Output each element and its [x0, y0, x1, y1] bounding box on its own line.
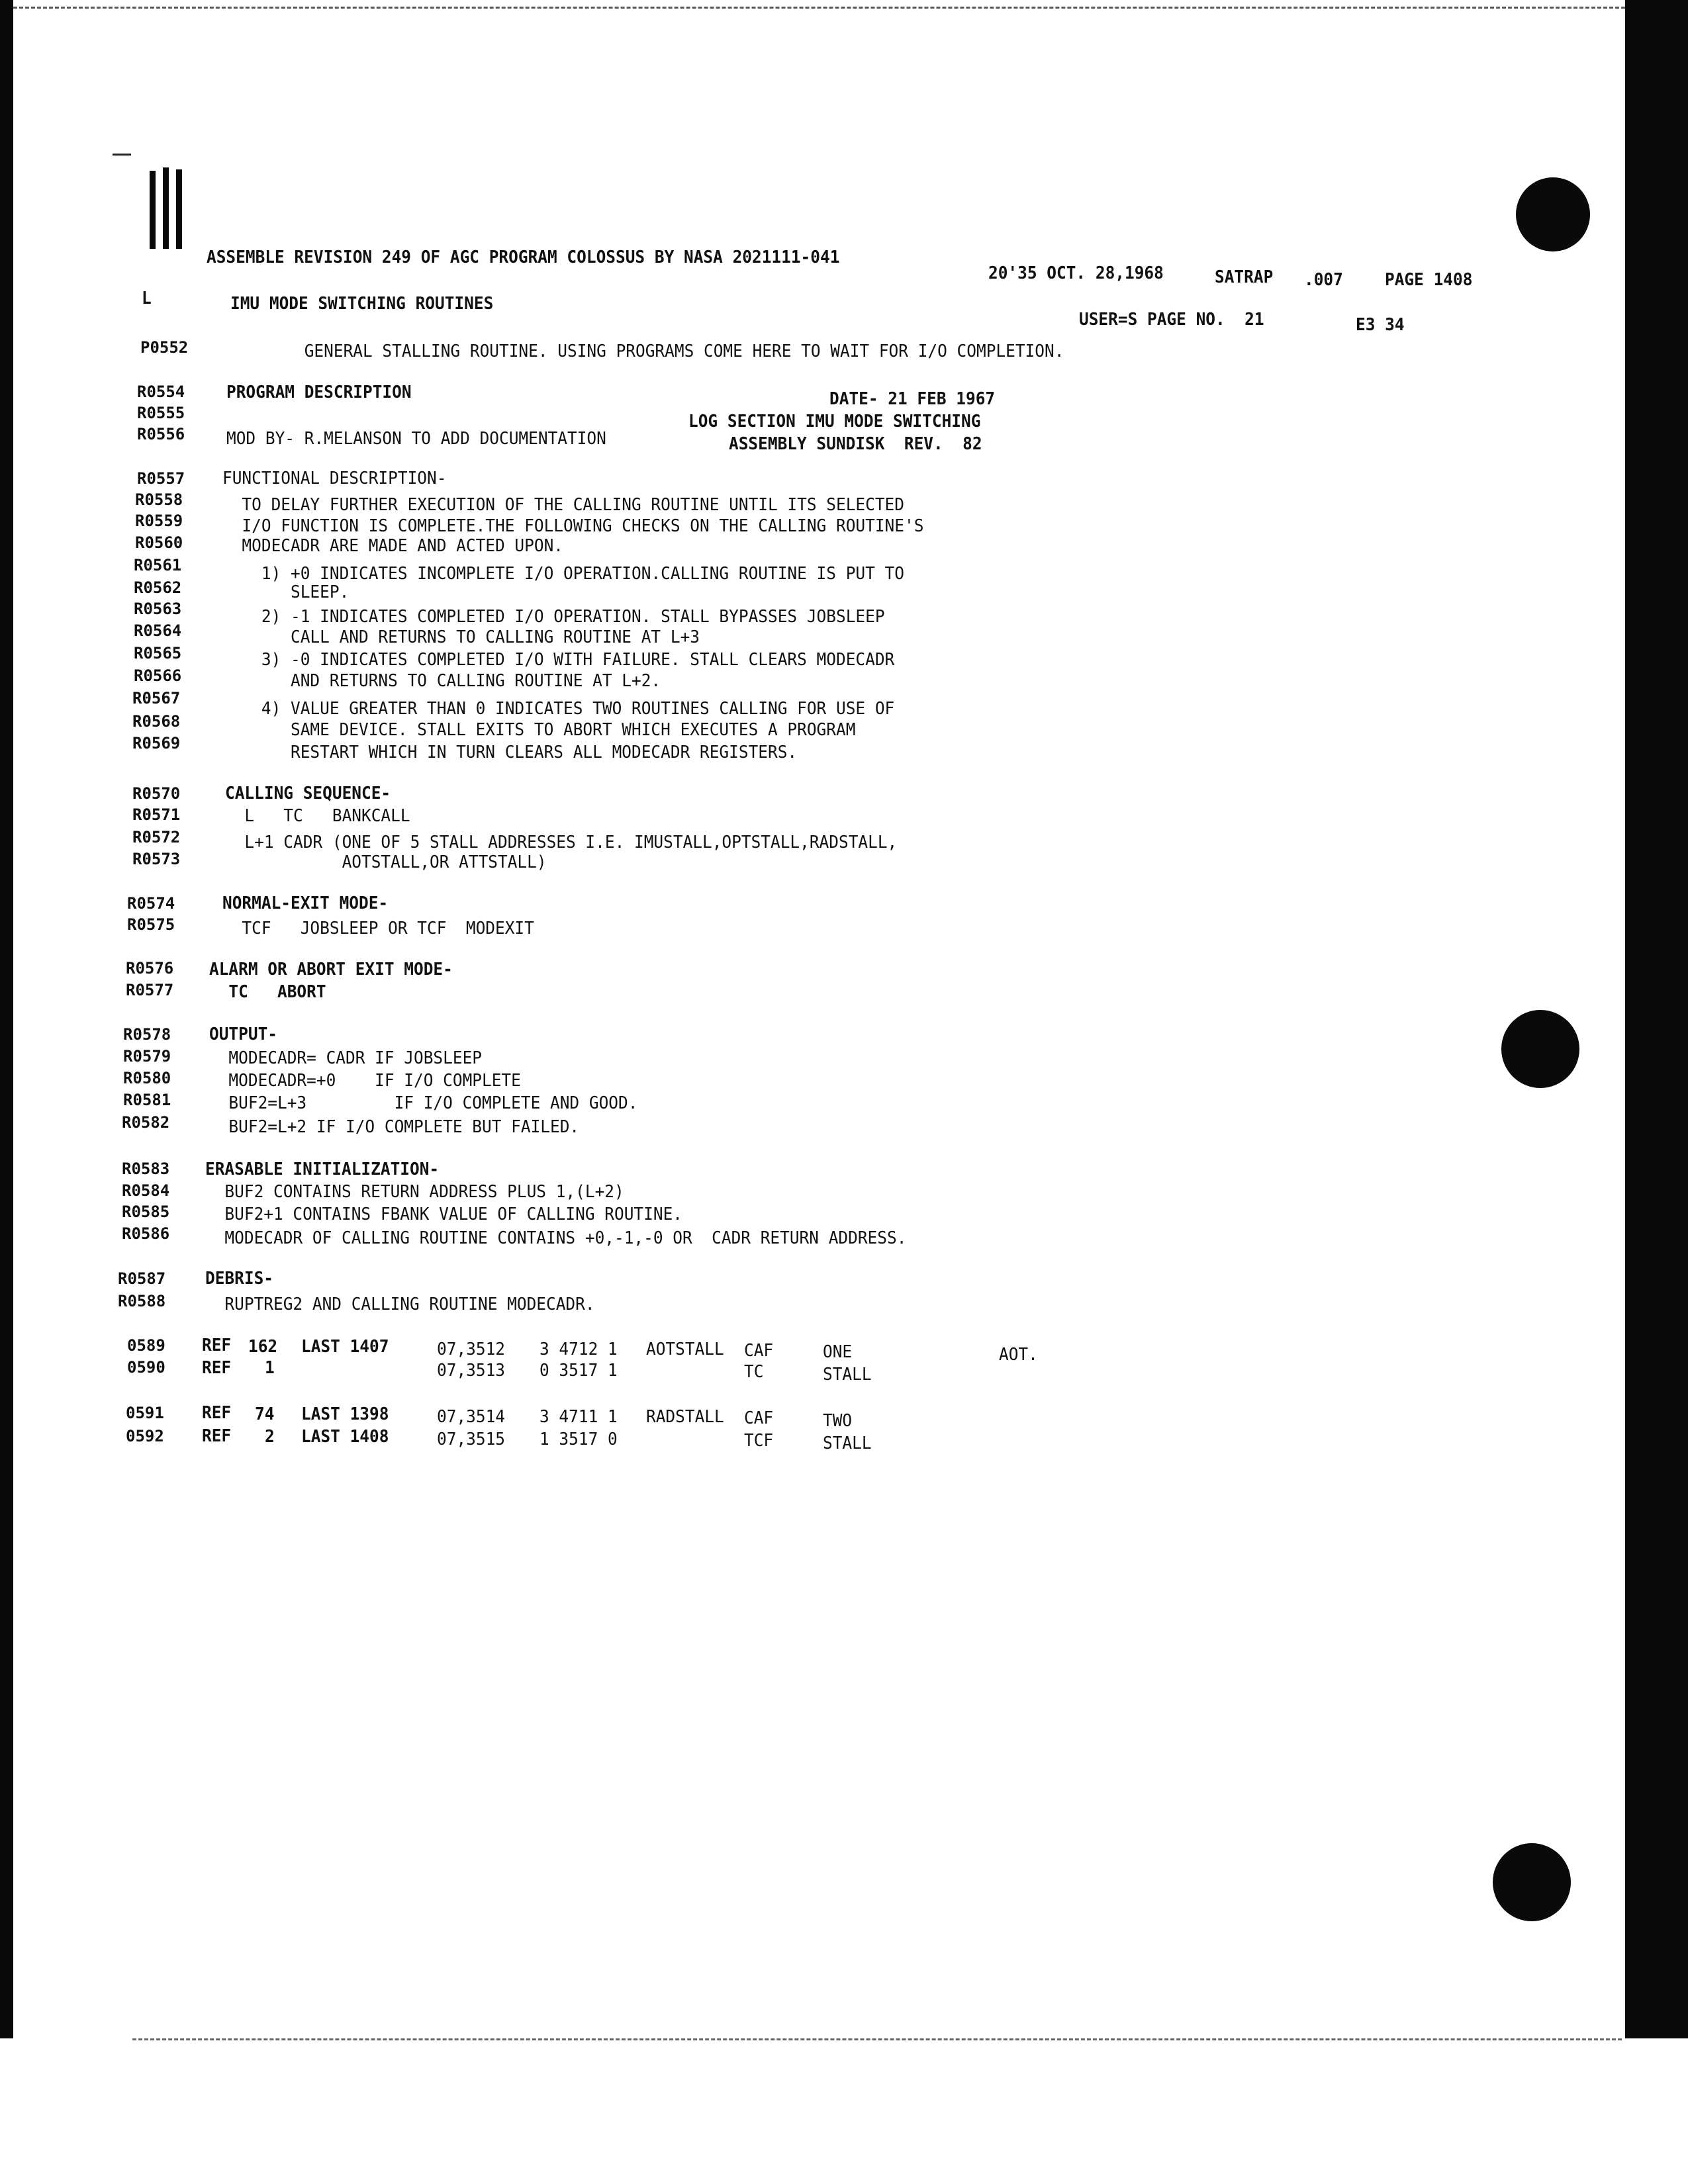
doc-date: DATE- 21 FEB 1967	[829, 389, 996, 409]
line-number: R0562	[134, 578, 182, 597]
line-number: R0582	[122, 1113, 170, 1132]
left-scan-edge	[0, 0, 13, 2038]
line-number: R0574	[127, 894, 175, 913]
line-number: R0583	[122, 1160, 170, 1178]
code-row-op: TCF	[744, 1431, 774, 1451]
line-text: AND RETURNS TO CALLING ROUTINE AT L+2.	[222, 671, 661, 691]
line-text: CALL AND RETURNS TO CALLING ROUTINE AT L+3	[222, 627, 700, 647]
right-scan-edge	[1625, 0, 1688, 2038]
code-row-operand: STALL	[823, 1365, 872, 1385]
line-text: BUF2=L+3 IF I/O COMPLETE AND GOOD.	[209, 1093, 638, 1113]
line-number: R0587	[118, 1269, 166, 1288]
line-number: R0559	[135, 512, 183, 530]
line-number: R0579	[123, 1047, 171, 1066]
code-row-op: CAF	[744, 1408, 774, 1428]
line-number: R0588	[118, 1292, 166, 1310]
code-row-comment: AOT.	[999, 1345, 1038, 1365]
code-row-number: 0591	[126, 1404, 164, 1422]
line-number: R0560	[135, 533, 183, 552]
code-row-number: 0589	[127, 1336, 165, 1355]
line-text: BUF2=L+2 IF I/O COMPLETE BUT FAILED.	[209, 1117, 580, 1137]
code-row-address: 07,3514	[437, 1407, 506, 1427]
line-number: R0578	[123, 1025, 171, 1044]
line-text: RUPTREG2 AND CALLING ROUTINE MODECADR.	[205, 1295, 595, 1314]
line-number: R0564	[134, 621, 182, 640]
line-text: CALLING SEQUENCE-	[225, 784, 391, 803]
line-text: L TC BANKCALL	[225, 806, 410, 826]
line-text: AOTSTALL,OR ATTSTALL)	[225, 852, 547, 872]
line-number: R0576	[126, 959, 174, 978]
line-number: R0565	[134, 644, 182, 662]
code-row-label: AOTSTALL	[646, 1340, 724, 1359]
line-number: R0580	[123, 1069, 171, 1087]
code-row-number: 0590	[127, 1358, 165, 1377]
punch-hole-bottom	[1493, 1843, 1571, 1921]
binder-mark-1	[150, 171, 156, 249]
line-text: SAME DEVICE. STALL EXITS TO ABORT WHICH EXECUTES A PROGRAM	[222, 720, 856, 740]
line-number: P0552	[140, 338, 189, 357]
line-text: PROGRAM DESCRIPTION	[226, 383, 412, 402]
code-row-count: 2	[265, 1427, 275, 1447]
code-row-word: 0 3517 1	[539, 1361, 618, 1381]
code-row-op: TC	[744, 1362, 764, 1382]
line-text: BUF2+1 CONTAINS FBANK VALUE OF CALLING ROUTINE.	[205, 1205, 682, 1224]
log-section: LOG SECTION IMU MODE SWITCHING	[688, 412, 981, 432]
assembly-revision: ASSEMBLY SUNDISK REV. 82	[729, 434, 982, 454]
header-version: .007	[1304, 270, 1343, 290]
line-text: MODECADR ARE MADE AND ACTED UPON.	[222, 536, 564, 556]
code-row-last: LAST 1408	[301, 1427, 389, 1447]
code-row-ref: REF	[202, 1358, 232, 1378]
code-row-word: 3 4711 1	[539, 1407, 618, 1427]
top-scan-border	[13, 7, 1625, 9]
line-text: BUF2 CONTAINS RETURN ADDRESS PLUS 1,(L+2)	[205, 1182, 624, 1202]
line-text: ERASABLE INITIALIZATION-	[205, 1160, 440, 1179]
line-text: MODECADR OF CALLING ROUTINE CONTAINS +0,-1,-0 OR CADR RETURN ADDRESS.	[205, 1228, 907, 1248]
line-number: R0567	[132, 689, 181, 707]
code-row-ref: REF	[202, 1336, 232, 1355]
punch-hole-top	[1516, 177, 1590, 251]
code-row-label: RADSTALL	[646, 1407, 724, 1427]
code-row-count: 162	[248, 1337, 278, 1357]
binder-mark-3	[176, 169, 182, 249]
line-number: R0571	[132, 805, 181, 824]
line-number: R0573	[132, 850, 181, 868]
line-number: R0570	[132, 784, 181, 803]
code-row-ref: REF	[202, 1403, 232, 1423]
line-number: R0577	[126, 981, 174, 999]
line-text: 4) VALUE GREATER THAN 0 INDICATES TWO ROUTINES CALLING FOR USE OF	[222, 699, 895, 719]
line-number: R0556	[137, 425, 185, 443]
line-text: ALARM OR ABORT EXIT MODE-	[209, 960, 453, 979]
code-row-address: 07,3513	[437, 1361, 506, 1381]
code-row-address: 07,3512	[437, 1340, 506, 1359]
code-row-count: 74	[255, 1404, 275, 1424]
section-title: IMU MODE SWITCHING ROUTINES	[230, 294, 494, 314]
line-number: R0575	[127, 915, 175, 934]
code-row-number: 0592	[126, 1427, 164, 1445]
line-text: TO DELAY FURTHER EXECUTION OF THE CALLING ROUTINE UNTIL ITS SELECTED	[222, 495, 904, 515]
code-row-operand: TWO	[823, 1411, 853, 1431]
header-satrap: SATRAP	[1215, 267, 1274, 287]
header-title: ASSEMBLE REVISION 249 OF AGC PROGRAM COLOSSUS BY NASA 2021111-041	[207, 248, 840, 267]
code-row-count: 1	[265, 1358, 275, 1378]
line-number: R0561	[134, 556, 182, 574]
line-number: R0586	[122, 1224, 170, 1243]
line-text: MODECADR= CADR IF JOBSLEEP	[209, 1048, 482, 1068]
line-number: R0557	[137, 469, 185, 488]
line-text: L+1 CADR (ONE OF 5 STALL ADDRESSES I.E. IMUSTALL,OPTSTALL,RADSTALL,	[225, 833, 898, 852]
line-text: 1) +0 INDICATES INCOMPLETE I/O OPERATION.CALLING ROUTINE IS PUT TO	[222, 564, 904, 584]
punch-hole-middle	[1501, 1010, 1579, 1088]
line-text: DEBRIS-	[205, 1269, 274, 1289]
line-text: OUTPUT-	[209, 1024, 278, 1044]
line-number: R0566	[134, 666, 182, 685]
line-text: NORMAL-EXIT MODE-	[222, 893, 389, 913]
line-text: SLEEP.	[222, 582, 350, 602]
line-text: 3) -0 INDICATES COMPLETED I/O WITH FAILURE. STALL CLEARS MODECADR	[222, 650, 895, 670]
line-text: TCF JOBSLEEP OR TCF MODEXIT	[222, 919, 534, 938]
code-row-last: LAST 1398	[301, 1404, 389, 1424]
code-row-word: 1 3517 0	[539, 1430, 618, 1449]
header-page: PAGE 1408	[1385, 270, 1473, 290]
users-page-number: USER=S PAGE NO. 21	[1079, 310, 1264, 330]
code-row-operand: ONE	[823, 1342, 853, 1362]
line-text: MODECADR=+0 IF I/O COMPLETE	[209, 1071, 521, 1091]
header-datetime: 20'35 OCT. 28,1968	[988, 263, 1164, 283]
margin-dash	[113, 154, 131, 156]
line-number: R0563	[134, 600, 182, 618]
header-l-marker: L	[142, 289, 152, 308]
line-number: R0581	[123, 1091, 171, 1109]
line-text: RESTART WHICH IN TURN CLEARS ALL MODECADR REGISTERS.	[222, 743, 798, 762]
header-code: E3 34	[1356, 315, 1405, 335]
code-row-word: 3 4712 1	[539, 1340, 618, 1359]
line-number: R0585	[122, 1203, 170, 1221]
line-number: R0555	[137, 404, 185, 422]
code-row-last: LAST 1407	[301, 1337, 389, 1357]
bottom-scan-border	[132, 2038, 1622, 2040]
line-number: R0572	[132, 828, 181, 846]
code-row-ref: REF	[202, 1426, 232, 1446]
binder-mark-2	[163, 167, 169, 249]
line-number: R0554	[137, 383, 185, 401]
line-text: TC ABORT	[209, 982, 326, 1002]
line-text: 2) -1 INDICATES COMPLETED I/O OPERATION. STALL BYPASSES JOBSLEEP	[222, 607, 885, 627]
code-row-op: CAF	[744, 1341, 774, 1361]
code-row-operand: STALL	[823, 1433, 872, 1453]
line-number: R0569	[132, 734, 181, 752]
line-number: R0568	[132, 712, 181, 731]
line-text: GENERAL STALLING ROUTINE. USING PROGRAMS COME HERE TO WAIT FOR I/O COMPLETION.	[226, 341, 1064, 361]
line-number: R0584	[122, 1181, 170, 1200]
line-text: FUNCTIONAL DESCRIPTION-	[222, 469, 447, 488]
code-row-address: 07,3515	[437, 1430, 506, 1449]
line-text: I/O FUNCTION IS COMPLETE.THE FOLLOWING CHECKS ON THE CALLING ROUTINE'S	[222, 516, 924, 536]
line-number: R0558	[135, 490, 183, 509]
line-text: MOD BY- R.MELANSON TO ADD DOCUMENTATION	[226, 429, 606, 449]
